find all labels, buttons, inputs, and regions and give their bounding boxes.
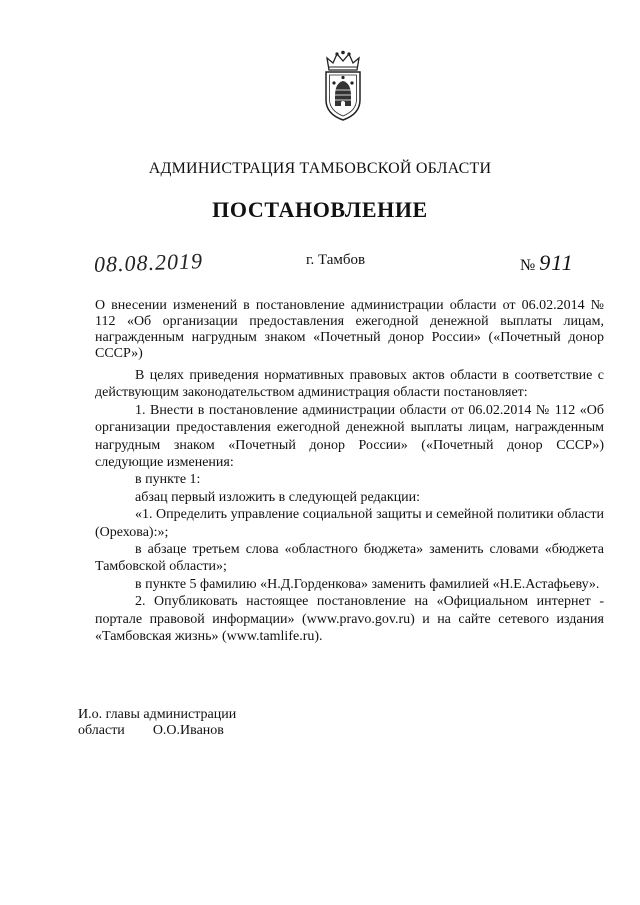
body-paragraph: в пункте 1:	[135, 472, 201, 488]
body-paragraph: абзац первый изложить в следующей редакции:	[135, 489, 421, 505]
number-value: 911	[539, 250, 574, 275]
document-city: г. Тамбов	[306, 252, 366, 268]
tambov-coat-of-arms-icon	[321, 50, 365, 122]
number-prefix: №	[520, 257, 536, 274]
body-paragraph: 1. Внести в постановление администрации области от 06.02.2014 № 112 «Об организации предоставления ежегодной денежной выплаты лицам, награжденным нагрудным знаком «Почетный донор России» («Почетный донор СССР») следующие изменения:	[95, 402, 604, 471]
body-paragraph: в пункте 5 фамилию «Н.Д.Горденкова» заменить фамилией «Н.Е.Астафьеву».	[135, 576, 600, 592]
signatory-region: области	[78, 723, 125, 738]
document-body	[95, 367, 604, 646]
body-paragraph: «1. Определить управление социальной защиты и семейной политики области (Орехова):»;	[95, 507, 604, 540]
body-paragraph: в абзаце третьем слова «областного бюджета» заменить словами «бюджета Тамбовской области»;	[95, 542, 604, 575]
body-paragraph: 2. Опубликовать настоящее постановление на «Официальном интернет - портале правовой информации» (www.pravo.gov.ru) и на сайте сетевого издания «Тамбовская жизнь» (www.tamlife.ru).	[95, 594, 604, 645]
signatory-name: О.О.Иванов	[152, 723, 224, 738]
document-date: 08.08.2019	[93, 248, 204, 277]
signature-block	[78, 707, 338, 739]
signatory-position-line2	[78, 723, 338, 739]
organization-name: АДМИНИСТРАЦИЯ ТАМБОВСКОЙ ОБЛАСТИ	[148, 160, 492, 177]
document-type-title: ПОСТАНОВЛЕНИЕ	[212, 197, 428, 222]
body-paragraph: В целях приведения нормативных правовых актов области в соответствие с действующим законодательством администрация области постановляет:	[95, 368, 604, 401]
document-subject: О внесении изменений в постановление администрации области от 06.02.2014 № 112 «Об организации предоставления ежегодной денежной выплаты лицам, награжденным нагрудным знаком «Почетный донор России» («Почетный донор СССР»)	[95, 298, 604, 361]
signatory-position: И.о. главы администрации	[78, 707, 237, 722]
document-number	[520, 250, 574, 276]
